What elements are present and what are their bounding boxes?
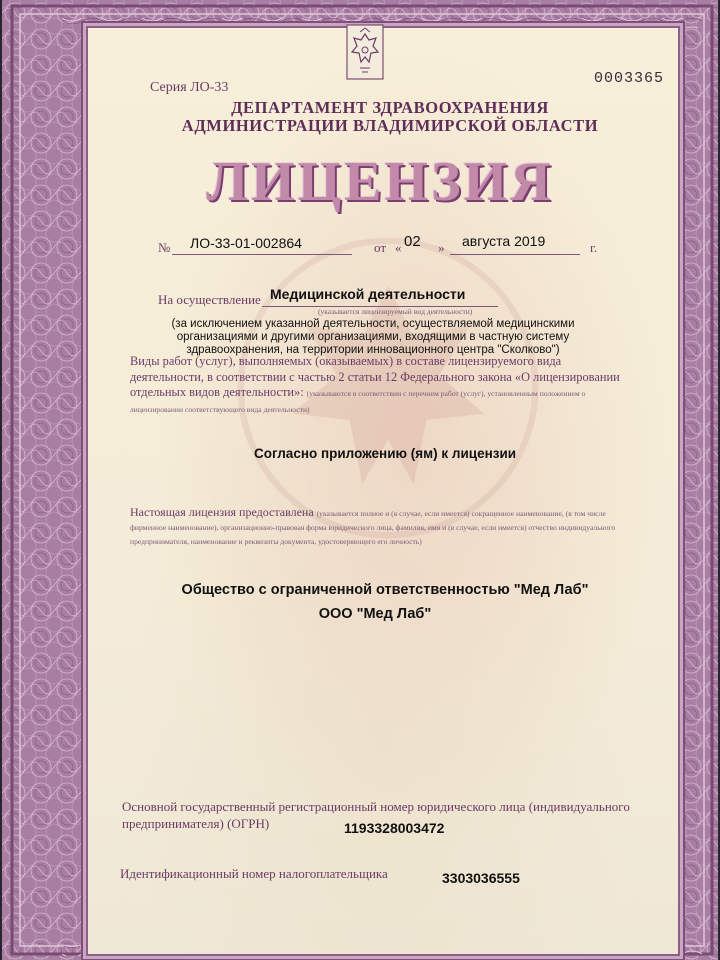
license-month-year: августа 2019 [462,233,546,249]
activity-hint: (указывается лицензируемый вид деятельности) [318,307,473,316]
date-quote-open: « [395,240,402,255]
number-label: № [158,240,171,255]
department-line-2: АДМИНИСТРАЦИИ ВЛАДИМИРСКОЙ ОБЛАСТИ [181,116,599,135]
series-label: Серия ЛО-33 [150,80,229,95]
date-quote-close: » [438,240,445,255]
date-from-label: от [374,240,387,255]
ogrn-label: Основной государственный регистрационный номер юридического лица (индивидуального предпринимателя) (ОГРН) [122,799,630,831]
works-block [130,354,630,416]
license-number: ЛО-33-01-002864 [190,235,302,251]
works-text: Виды работ (услуг), выполняемых (оказываемых) в составе лицензируемого вида деятельности, в соответствии с частью 2 статьи 12 Федерального закона «О лицензировании отдельных видов деятельности»: [130,354,620,400]
works-value: Согласно приложению (ям) к лицензии [253,446,517,461]
holder-hint: (указывается полное и (в случае, если имеется) сокращенное наименование, (в том числе фирменное наименование), организационно-правовая форма юридического лица, фамилия, имя и (в случае, если имеется) отчество индивидуального предпринимателя, наименование и реквизиты документа, удостоверяющего его личность) [130,509,616,546]
coat-of-arms-icon [346,24,384,80]
year-suffix: г. [590,240,598,255]
document-title: ЛИЦЕНЗИЯ [206,151,554,213]
department-line-1: ДЕПАРТАМЕНТ ЗДРАВООХРАНЕНИЯ [231,98,549,117]
license-day: 02 [404,233,421,250]
activity-exceptions: (за исключением указанной деятельности, осуществляемой медицинскими организациями и другими организациями, входящими в частную систему здравоохранения, на территории инновационного центра "Сколково") [171,318,575,356]
ogrn-value: 1193328003472 [344,820,445,836]
works-hint: (указываются в соответствии с перечнем работ (услуг), установленным положением о лицензировании соответствующего вида деятельности) [130,389,586,414]
holder-short-name: ООО "Мед Лаб" [318,606,432,622]
holder-label: Настоящая лицензия предоставлена [130,505,314,519]
holder-block [130,506,640,548]
holder-full-name: Общество с ограниченной ответственностью "Мед Лаб" [181,582,589,598]
inn-label: Идентификационный номер налогоплательщика [120,866,388,881]
serial-number: 0003365 [594,70,665,87]
activity-value: Медицинской деятельности [270,286,466,302]
inn-value: 3303036555 [442,870,520,886]
activity-label: На осуществление [158,292,261,307]
